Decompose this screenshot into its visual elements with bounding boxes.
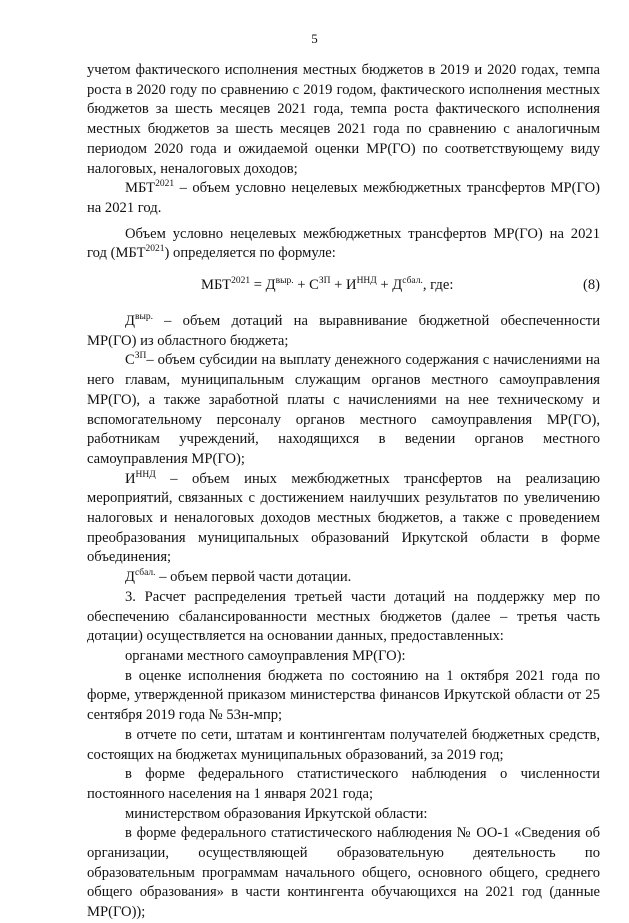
formula-number: (8): [582, 277, 600, 294]
paragraph-text: Объем условно нецелевых межбюджетных трансфертов МР(ГО) на 2021 год (: [87, 225, 600, 262]
symbol-mbt: МБТ: [115, 245, 146, 262]
paragraph-i-nnd: $И^{ННД}$ – объем иных межбюджетных трансфертов на реализацию мероприятий, связанных с достижением наилучших результатов по увеличению налоговых и неналоговых доходов местных бюджетов, а также с проведением преобразования муниципальных образований Иркутской области в форме объединения;: [87, 469, 600, 566]
formula-8: [87, 276, 600, 298]
symbol-mbt: МБТ: [125, 180, 156, 197]
paragraph-staff-report: в отчете по сети, штатам и контингентам получателей бюджетных средств, состоящих на бюджетах муниципальных образований, за 2019 год;: [87, 726, 600, 763]
formula-expression: $МБТ^{2021} = Д^{выр.} + С^{ЗП} + И^{ННД} + Д^{сбал.}$, где:: [201, 276, 454, 294]
paragraph-text: – объем условно нецелевых межбюджетных трансфертов МР(ГО) на 2021 год.: [87, 180, 601, 216]
paragraph-text: – объем первой части дотации.: [159, 569, 352, 586]
body-text: [87, 61, 600, 923]
paragraph-volume-formula-intro: [87, 225, 600, 264]
paragraph-mbt-definition: [87, 179, 600, 218]
paragraph-oo1-form: в форме федерального статистического наблюдения № ОО-1 «Сведения об организации, осуществляющей образовательную деятельность по образовательным программам начального общего, основного общего, среднего общего образования» в части контингента обучающихся на 2021 год (данные МР(ГО));: [87, 825, 600, 921]
symbol-year-superscript: 2021: [155, 179, 175, 190]
paragraph-text: – объем иных межбюджетных трансфертов на реализацию мероприятий, связанных с достижением наилучших результатов по увеличению налоговых и неналоговых доходов местных бюджетов, а также с проведением преобразования муниципальных образований Иркутской области в форме объединения;: [87, 470, 600, 566]
paragraph-d-vyr: $Д^{выр.}$ – объем дотаций на выравнивание бюджетной обеспеченности МР(ГО) из областного бюджета;: [87, 312, 600, 349]
paragraph-budget-assessment: в оценке исполнения бюджета по состоянию на 1 октября 2021 года по форме, утвержденной приказом министерства финансов Иркутской области от 25 сентября 2019 года № 53н-мпр;: [87, 667, 600, 724]
paragraph-d-bal: $Д^{сбал.}$ – объем первой части дотации.: [125, 568, 352, 586]
paragraph-continuation: учетом фактического исполнения местных бюджетов в 2019 и 2020 годах, темпа роста в 2020 году по сравнению с 2019 годом, фактического исполнения местных бюджетов за шесть месяцев 2021 года, темпа роста фактического исполнения местных бюджетов за шесть месяцев 2021 года по сравнению с аналогичным периодом 2020 года и ожидаемой оценки МР(ГО) по соответствующему виду налоговых, неналоговых доходов;: [87, 62, 600, 177]
paragraph-s-zp: $С^{ЗП}-$ объем субсидии на выплату денежного содержания с начислениями на него главам, муниципальным служащим органов местного самоуправления МР(ГО), а также заработной платы с начислениями на нее техническому и вспомогательному персоналу органов местного самоуправления МР(ГО), работникам учреждений, находящихся в ведении органов местного самоуправления МР(ГО);: [87, 351, 600, 467]
symbol-year-superscript: 2021: [145, 244, 165, 255]
paragraph-ministry-education: министерством образования Иркутской области:: [125, 805, 428, 822]
paragraph-text: ) определяется по формуле:: [164, 245, 336, 262]
paragraph-text: – объем субсидии на выплату денежного содержания с начислениями на него главам, муниципальным служащим органов местного самоуправления МР(ГО), а также заработной платы с начислениями на нее техническому и вспомогательному персоналу органов местного самоуправления МР(ГО), работникам учреждений, находящихся в ведении органов местного самоуправления МР(ГО);: [87, 352, 600, 467]
page-number: 5: [311, 31, 318, 46]
paragraph-text: – объем дотаций на выравнивание бюджетной обеспеченности МР(ГО) из областного бюджета;: [87, 313, 600, 349]
paragraph-section-3: 3. Расчет распределения третьей части дотаций на поддержку мер по обеспечению сбалансированности местных бюджетов (далее – третья часть дотации) осуществляется на основании данных, предоставленных:: [87, 588, 600, 645]
paragraph-population-form: в форме федерального статистического наблюдения о численности постоянного населения на 1 января 2021 года;: [87, 766, 600, 802]
paragraph-local-authorities: органами местного самоуправления МР(ГО):: [125, 647, 406, 664]
